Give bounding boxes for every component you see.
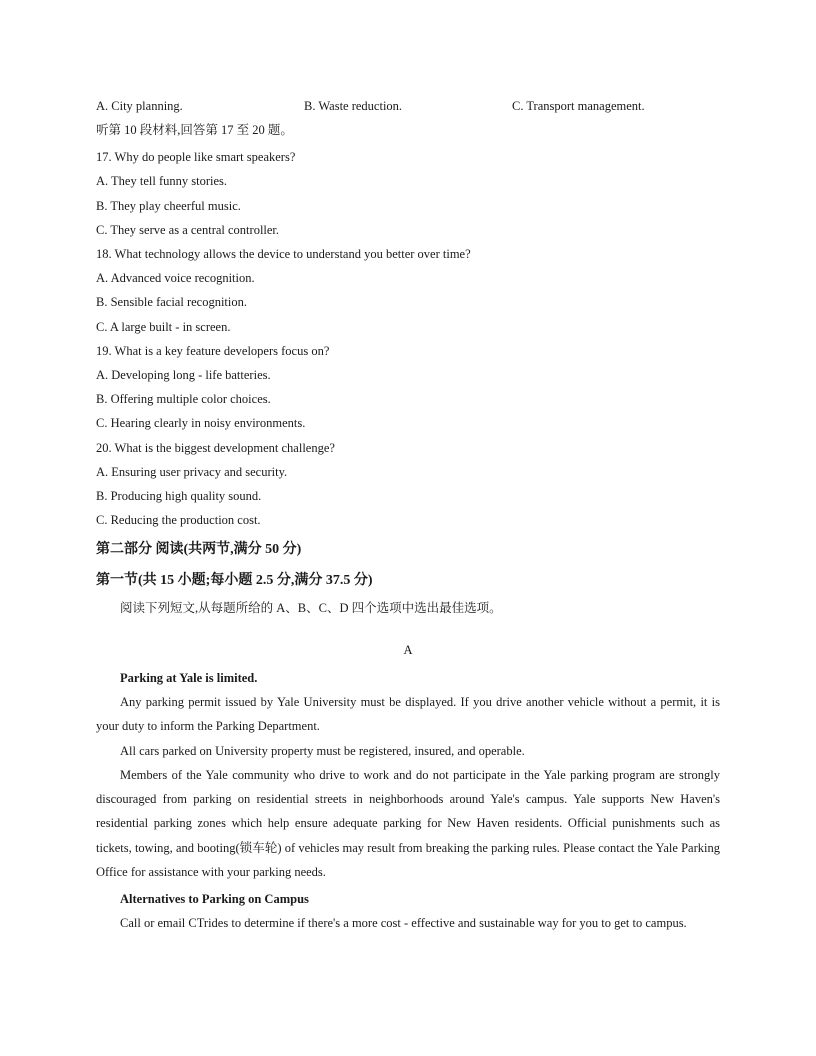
part2-heading: 第二部分 阅读(共两节,满分 50 分) — [96, 542, 302, 557]
q16-option-a: A. City planning. — [96, 99, 183, 113]
q17-option-a: A. They tell funny stories. — [96, 174, 227, 188]
question-20: 20. What is the biggest development challenge? — [96, 441, 335, 455]
q20-option-a: A. Ensuring user privacy and security. — [96, 465, 288, 479]
q17-option-b: B. They play cheerful music. — [96, 199, 241, 213]
passage-paragraph-3: Members of the Yale community who drive to work and do not participate in the Yale parking program are strongly discouraged from parking on residential streets in neighborhoods around Yale's campus. Yale supports New Haven's residential parking zones which help ensure adequate parking for New Haven residents. Official punishments such as tickets, towing, and booting(锁车轮) of vehicles may result from breaking the parking rules. Please contact the Yale Parking Office for assistance with your parking needs. — [96, 768, 720, 879]
q20-option-b: B. Producing high quality sound. — [96, 489, 262, 503]
q16-option-c: C. Transport management. — [512, 99, 645, 113]
q17-option-c: C. They serve as a central controller. — [96, 223, 280, 237]
q18-option-c: C. A large built - in screen. — [96, 320, 231, 334]
question-19: 19. What is a key feature developers focus on? — [96, 344, 330, 358]
passage-subtitle: Alternatives to Parking on Campus — [120, 892, 309, 906]
q16-option-b: B. Waste reduction. — [304, 99, 403, 113]
reading-instruction: 阅读下列短文,从每题所给的 A、B、C、D 四个选项中选出最佳选项。 — [120, 601, 502, 615]
q19-option-c: C. Hearing clearly in noisy environments. — [96, 416, 306, 430]
question-18: 18. What technology allows the device to understand you better over time? — [96, 247, 471, 261]
passage-paragraph-4: Call or email CTrides to determine if there's a more cost - effective and sustainable way for you to get to campus. — [120, 916, 687, 930]
q18-option-b: B. Sensible facial recognition. — [96, 295, 248, 309]
passage-paragraph-2: All cars parked on University property must be registered, insured, and operable. — [120, 744, 525, 758]
q19-option-b: B. Offering multiple color choices. — [96, 392, 271, 406]
q18-option-a: A. Advanced voice recognition. — [96, 271, 255, 285]
passage-title: Parking at Yale is limited. — [120, 671, 258, 685]
passage-paragraph-1: Any parking permit issued by Yale University must be displayed. If you drive another vehicle without a permit, it is your duty to inform the Parking Department. — [96, 695, 720, 734]
section1-heading: 第一节(共 15 小题;每小题 2.5 分,满分 37.5 分) — [96, 573, 373, 588]
question-17: 17. Why do people like smart speakers? — [96, 150, 296, 164]
passage-label: A — [403, 643, 413, 657]
q20-option-c: C. Reducing the production cost. — [96, 513, 261, 527]
q19-option-a: A. Developing long - life batteries. — [96, 368, 271, 382]
instruction-material-10: 听第 10 段材料,回答第 17 至 20 题。 — [96, 123, 293, 137]
